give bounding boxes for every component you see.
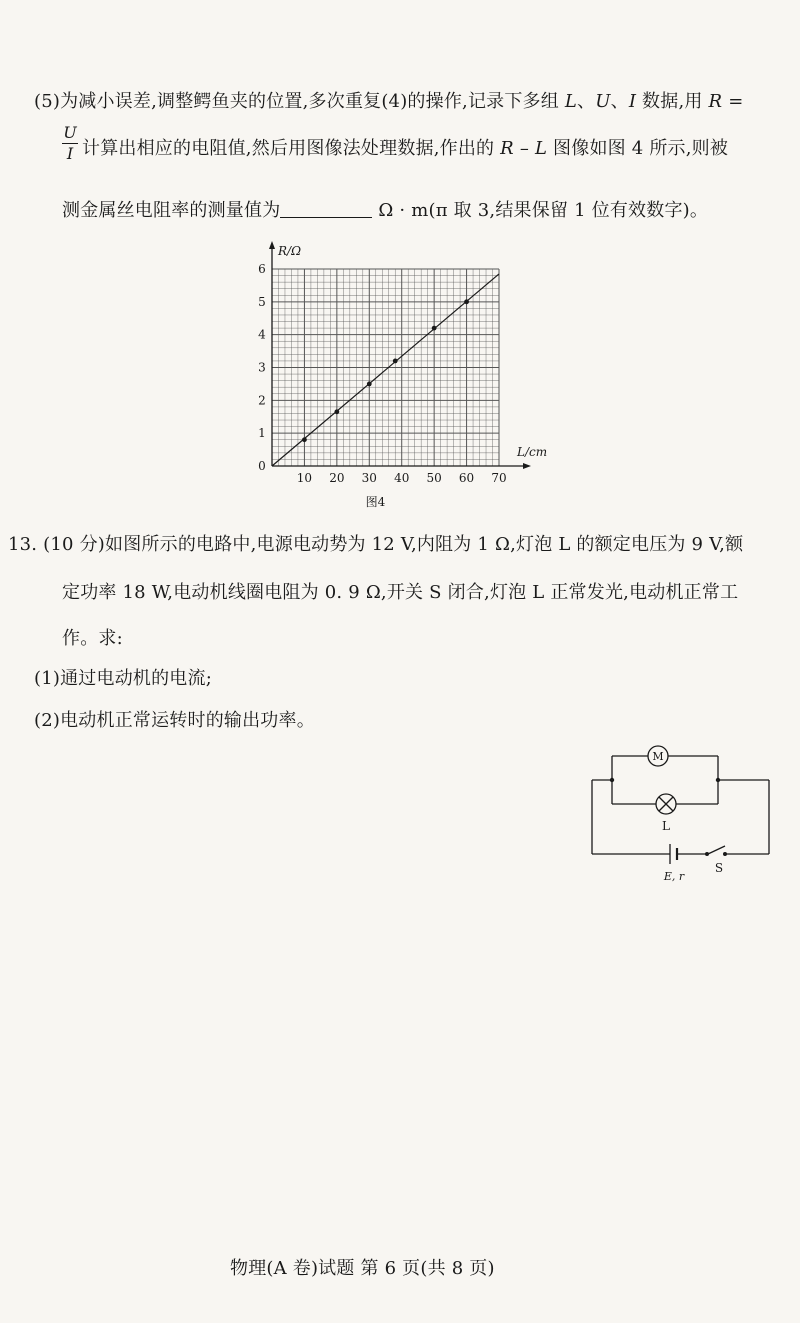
data-point: [302, 437, 307, 442]
fraction-u-over-i: [62, 124, 78, 163]
var-u: U: [595, 91, 611, 112]
q13-subquestion-2: (2)电动机正常运转时的输出功率。: [34, 710, 315, 731]
y-tick-label: 6: [258, 262, 266, 276]
x-tick-label: 10: [296, 471, 313, 485]
data-point: [393, 359, 398, 364]
q12-text-2b: 图像如图 4 所示,则被: [547, 138, 729, 159]
separator-2: 、: [610, 91, 629, 112]
x-tick-label: 60: [458, 471, 475, 485]
circuit-diagram: [580, 738, 780, 888]
y-tick-label: 3: [258, 360, 266, 375]
q12-text-1b: 数据,用: [636, 91, 709, 112]
data-point: [334, 409, 339, 414]
data-point: [464, 299, 469, 304]
q13-line2: 定功率 18 W,电动机线圈电阻为 0. 9 Ω,开关 S 闭合,灯泡 L 正常发光,电动机正常工: [62, 582, 739, 603]
var-l: L: [564, 91, 578, 112]
y-axis-arrow: [269, 241, 275, 249]
var-rl: R – L: [500, 138, 548, 159]
y-axis-label: R/Ω: [278, 244, 302, 258]
origin-label: 0: [258, 459, 266, 473]
q12-text-3a: 测金属丝电阻率的测量值为: [62, 200, 281, 221]
motor-label: M: [652, 750, 664, 763]
x-tick-label: 20: [329, 471, 345, 485]
q12-text-3b: Ω · m(π 取 3,结果保留 1 位有效数字)。: [372, 200, 709, 221]
x-tick-label: 40: [394, 471, 410, 485]
fraction-numerator: U: [63, 123, 77, 142]
q13-line1: 13. (10 分)如图所示的电路中,电源电动势为 12 V,内阻为 1 Ω,灯泡 L 的额定电压为 9 V,额: [8, 534, 744, 555]
battery-label: E, r: [663, 870, 685, 883]
junction-left: [610, 778, 614, 782]
x-tick-label: 30: [361, 471, 377, 485]
switch-label: S: [714, 861, 724, 875]
q12-part5-line2: [82, 134, 728, 160]
var-r: R: [708, 91, 723, 112]
q12-text-1a: (5)为减小误差,调整鳄鱼夹的位置,多次重复(4)的操作,记录下多组: [34, 91, 565, 112]
answer-blank[interactable]: [280, 217, 372, 218]
q12-text-2a: 计算出相应的电阻值,然后用图像法处理数据,作出的: [82, 138, 501, 159]
q12-part5-line3: [62, 196, 708, 222]
junction-right: [716, 778, 720, 782]
y-tick-label: 5: [258, 294, 266, 309]
y-tick-label: 2: [258, 393, 266, 408]
switch-contact-right: [723, 852, 727, 856]
data-point: [432, 326, 437, 331]
x-axis-arrow: [523, 463, 531, 469]
var-i: I: [628, 91, 637, 112]
x-tick-label: 70: [491, 471, 507, 485]
x-tick-label: 50: [426, 471, 442, 485]
x-axis-label: L/cm: [517, 445, 548, 459]
fraction-denominator: I: [66, 144, 74, 163]
equals-sign: =: [722, 91, 744, 112]
switch-lever: [708, 846, 725, 854]
y-tick-label: 4: [258, 327, 266, 342]
separator-1: 、: [577, 91, 596, 112]
lamp-label: L: [662, 819, 670, 833]
q12-part5-line1: [34, 87, 744, 113]
q13-subquestion-1: (1)通过电动机的电流;: [34, 668, 212, 689]
figure-caption: 图4: [365, 495, 386, 509]
data-point: [367, 382, 372, 387]
switch-contact-left: [705, 852, 709, 856]
figure-4-chart: [236, 226, 566, 516]
page-footer: 物理(A 卷)试题 第 6 页(共 8 页): [230, 1258, 495, 1279]
q13-line3: 作。求:: [62, 628, 123, 649]
y-tick-label: 1: [258, 426, 266, 441]
